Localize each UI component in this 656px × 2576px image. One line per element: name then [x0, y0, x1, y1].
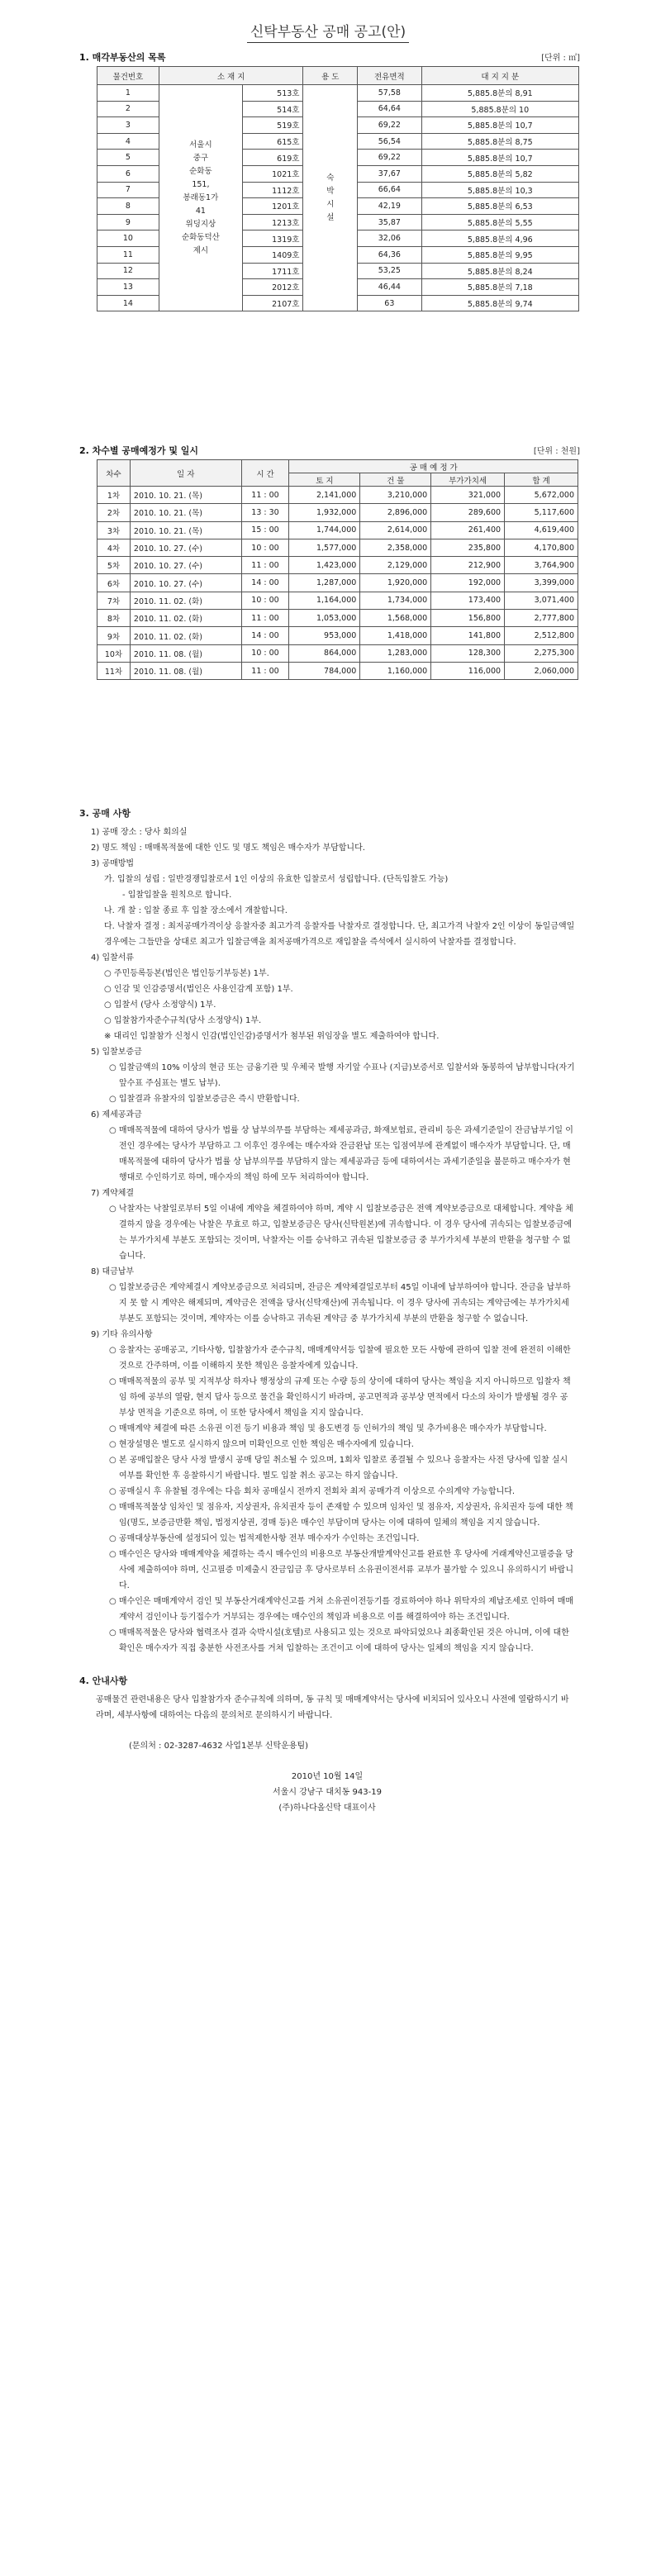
schedule-land: 2,141,000 [289, 487, 360, 504]
property-area: 56,54 [358, 133, 421, 150]
property-area: 57,58 [358, 85, 421, 102]
property-unit: 2012호 [242, 279, 303, 296]
schedule-date: 2010. 10. 21. (목) [130, 521, 241, 539]
schedule-date: 2010. 11. 08. (월) [130, 662, 241, 679]
schedule-bldg: 1,734,000 [360, 592, 431, 609]
s3-p2: 2) 명도 책임 : 매매목적물에 대한 인도 및 명도 책임은 매수자가 부담합니다. [91, 844, 365, 853]
page-title: 신탁부동산 공매 공고(안) [0, 20, 656, 40]
location-line: 위딩지상 [185, 219, 216, 229]
schedule-land: 1,577,000 [289, 539, 360, 556]
s3-p7a: ○ 낙찰자는 낙찰일로부터 5일 이내에 계약을 체결하여야 하며, 계약 시 입찰보증금은 전액 계약보증금으로 대체합니다. 계약을 체결하지 않을 경우에는 낙찰은 무효로 하고, 입찰보증금은 당사(신탁원본)에 귀속합니다. 이 경우 당사에 귀속되는 입찰보증금에는 부가가치세 부분도 포함되는 것이며, 낙찰자는 이를 승낙하고 귀속된 입찰보증금 중 부가가치세 부분의 반환을 청구할 수 없습니다. [109, 1205, 573, 1261]
property-table [97, 66, 579, 311]
property-usage [303, 85, 358, 311]
schedule-vat: 141,800 [431, 627, 505, 644]
schedule-date: 2010. 11. 08. (월) [130, 644, 241, 662]
location-line: 중구 [193, 153, 209, 163]
header-date: 일 자 [130, 460, 241, 487]
schedule-round: 7차 [97, 592, 131, 609]
property-share: 5,885.8분의 5,82 [421, 165, 578, 182]
property-share: 5,885.8분의 9,95 [421, 246, 578, 263]
schedule-date: 2010. 10. 27. (수) [130, 557, 241, 574]
schedule-date: 2010. 10. 27. (수) [130, 539, 241, 556]
property-unit: 619호 [242, 150, 303, 166]
usage-line: 숙 [326, 173, 335, 183]
schedule-row [97, 557, 578, 574]
schedule-time: 10 : 00 [241, 644, 289, 662]
s3-p3b: 나. 개 찰 : 입찰 종료 후 입찰 장소에서 개찰합니다. [104, 906, 288, 915]
schedule-row [97, 574, 578, 592]
schedule-date: 2010. 11. 02. (화) [130, 610, 241, 627]
schedule-row [97, 644, 578, 662]
usage-line: 시 [326, 199, 335, 209]
property-share: 5,885.8분의 10,3 [421, 182, 578, 198]
schedule-time: 10 : 00 [241, 592, 289, 609]
s3-p4: 4) 입찰서류 [91, 953, 135, 962]
schedule-land: 1,287,000 [289, 574, 360, 592]
s3-p3a2: - 입찰입찰을 원칙으로 합니다. [122, 891, 232, 900]
header-bldg: 건 물 [360, 473, 431, 487]
s3-p4c: ○ 입찰서 (당사 소정양식) 1부. [104, 1000, 216, 1010]
schedule-date: 2010. 11. 02. (화) [130, 627, 241, 644]
header-price: 공 매 예 정 가 [289, 460, 578, 473]
property-row [97, 85, 579, 102]
property-area: 32,06 [358, 231, 421, 247]
location-line: 순화동 [189, 166, 212, 176]
s4-p1: 공매물건 관련내용은 당사 입찰참가자 준수규칙에 의하며, 동 규칙 및 매매계약서는 당사에 비치되어 있사오니 사전에 열람하시기 바라며, 세부사항에 대하여는 다음의 문의처로 문의하시기 바랍니다. [96, 1695, 569, 1720]
property-unit: 1112호 [242, 182, 303, 198]
schedule-bldg: 2,129,000 [360, 557, 431, 574]
schedule-round: 5차 [97, 557, 131, 574]
s4-date: 2010년 10월 14일 [291, 1772, 364, 1781]
s3-p9g: ○ 매매목적물상 임차인 및 점유자, 지상권자, 유치권자 등이 존재할 수 있으며 임차인 및 점유자, 지상권자, 유치권자 등에 대한 책임(명도, 보증금반환 책임, 법정지상권, 경매 등)은 매수인 부담이며 당사는 이에 대하여 일체의 책임을 지지 않습니다. [109, 1503, 573, 1528]
property-no: 10 [97, 231, 159, 247]
schedule-total: 3,764,900 [505, 557, 578, 574]
s3-p3: 3) 공매방법 [91, 859, 135, 868]
header-vat: 부가가치세 [431, 473, 505, 487]
schedule-total: 4,619,400 [505, 521, 578, 539]
header-time: 시 간 [241, 460, 289, 487]
schedule-row [97, 504, 578, 521]
schedule-row [97, 521, 578, 539]
property-no: 9 [97, 214, 159, 231]
schedule-table [97, 459, 578, 680]
usage-line: 설 [326, 212, 335, 222]
header-location: 소 재 지 [159, 67, 303, 85]
schedule-round: 6차 [97, 574, 131, 592]
property-share: 5,885.8분의 10,7 [421, 150, 578, 166]
property-unit: 1021호 [242, 165, 303, 182]
property-no: 3 [97, 117, 159, 134]
s3-p9c: ○ 매매계약 체결에 따른 소유권 이전 등기 비용과 책임 및 용도변경 등 인허가의 책임 및 추가비용은 매수자가 부담합니다. [109, 1424, 547, 1433]
location-line: 순화동덕산 [181, 232, 220, 242]
schedule-total: 4,170,800 [505, 539, 578, 556]
schedule-round: 1차 [97, 487, 131, 504]
s3-p8: 8) 대금납부 [91, 1267, 135, 1276]
location-line: 봉래동1가 [183, 192, 219, 202]
section2-unit: [단위 : 천원] [533, 447, 580, 456]
property-unit: 615호 [242, 133, 303, 150]
property-area: 63 [358, 295, 421, 311]
s3-p1: 1) 공매 장소 : 당사 회의실 [91, 828, 188, 837]
property-unit: 519호 [242, 117, 303, 134]
property-no: 7 [97, 182, 159, 198]
property-no: 6 [97, 165, 159, 182]
s3-p4d: ○ 입찰참가자준수규칙(당사 소정양식) 1부. [104, 1016, 262, 1025]
property-no: 8 [97, 198, 159, 215]
usage-line: 박 [326, 186, 335, 196]
section4-heading: 4. 안내사항 [79, 1675, 128, 1686]
property-no: 14 [97, 295, 159, 311]
header-no: 물건번호 [97, 67, 159, 85]
schedule-date: 2010. 10. 21. (목) [130, 504, 241, 521]
schedule-land: 1,744,000 [289, 521, 360, 539]
property-share: 5,885.8분의 7,18 [421, 279, 578, 296]
s3-p9h: ○ 공매대상부동산에 설정되어 있는 법적제한사항 전부 매수자가 수인하는 조건입니다. [109, 1534, 420, 1543]
s4-company: (주)하나다올신탁 대표이사 [278, 1804, 376, 1813]
schedule-land: 864,000 [289, 644, 360, 662]
location-line: 제시 [193, 245, 209, 255]
schedule-row [97, 662, 578, 679]
property-area: 42,19 [358, 198, 421, 215]
schedule-total: 2,275,300 [505, 644, 578, 662]
schedule-time: 14 : 00 [241, 574, 289, 592]
schedule-bldg: 1,418,000 [360, 627, 431, 644]
schedule-vat: 192,000 [431, 574, 505, 592]
schedule-vat: 321,000 [431, 487, 505, 504]
property-unit: 1711호 [242, 263, 303, 279]
property-no: 4 [97, 133, 159, 150]
schedule-round: 11차 [97, 662, 131, 679]
schedule-round: 10차 [97, 644, 131, 662]
s3-p9: 9) 기타 유의사항 [91, 1330, 153, 1339]
location-line: 151, [192, 179, 210, 189]
schedule-bldg: 2,896,000 [360, 504, 431, 521]
schedule-vat: 173,400 [431, 592, 505, 609]
schedule-time: 11 : 00 [241, 557, 289, 574]
property-share: 5,885.8분의 8,24 [421, 263, 578, 279]
schedule-bldg: 1,160,000 [360, 662, 431, 679]
header-total: 합 계 [505, 473, 578, 487]
schedule-land: 1,932,000 [289, 504, 360, 521]
header-area: 전유면적 [358, 67, 421, 85]
section3-heading: 3. 공매 사항 [79, 808, 131, 819]
schedule-row [97, 627, 578, 644]
schedule-land: 1,053,000 [289, 610, 360, 627]
property-no: 1 [97, 85, 159, 102]
schedule-date: 2010. 10. 27. (수) [130, 574, 241, 592]
schedule-time: 11 : 00 [241, 662, 289, 679]
schedule-time: 15 : 00 [241, 521, 289, 539]
schedule-land: 953,000 [289, 627, 360, 644]
schedule-time: 11 : 00 [241, 610, 289, 627]
s3-p8a: ○ 입찰보증금은 계약체결시 계약보증금으로 처리되며, 잔금은 계약체결일로부터 45일 이내에 납부하여야 합니다. 잔금을 납부하지 못 할 시 계약은 해제되며, 계약금은 전액을 당사(신탁재산)에 귀속됩니다. 이 경우 당사에 귀속되는 계약금에는 부가가치세 부분도 포함되는 것이며, 계약자는 이를 승낙하고 귀속된 계약금 중 부가가치세 부분의 반환을 청구할 수 없습니다. [109, 1283, 571, 1324]
property-area: 69,22 [358, 117, 421, 134]
schedule-row [97, 592, 578, 609]
schedule-row [97, 539, 578, 556]
schedule-date: 2010. 11. 02. (화) [130, 592, 241, 609]
s3-p5: 5) 입찰보증금 [91, 1048, 142, 1057]
schedule-total: 2,777,800 [505, 610, 578, 627]
schedule-vat: 261,400 [431, 521, 505, 539]
schedule-bldg: 2,358,000 [360, 539, 431, 556]
schedule-vat: 235,800 [431, 539, 505, 556]
schedule-total: 3,399,000 [505, 574, 578, 592]
schedule-date: 2010. 10. 21. (목) [130, 487, 241, 504]
property-area: 69,22 [358, 150, 421, 166]
schedule-bldg: 1,920,000 [360, 574, 431, 592]
property-unit: 513호 [242, 85, 303, 102]
s3-p3c: 다. 낙찰자 결정 : 최저공매가격이상 응찰자중 최고가격 응찰자를 낙찰자로 결정합니다. 단, 최고가격 낙찰자 2인 이상이 동일금액일 경우에는 그들만을 상대로 최고가 입찰금액을 최저공매가격으로 재입찰을 즉석에서 실시하여 낙찰자를 결정합니다. [104, 922, 575, 947]
section1-heading: 1. 매각부동산의 목록 [79, 52, 166, 63]
location-line: 41 [195, 206, 206, 216]
s3-p9i: ○ 매수인은 당사와 매매계약을 체결하는 즉시 매수인의 비용으로 부동산개발계약신고를 완료한 후 당사에 거래계약신고필증을 당사에 제출하여야 하며, 신고필증 미제출시 잔금입금 후 당사로부터 소유권이전서류 교부가 불가할 수 있으니 유의하시기 바랍니다. [109, 1550, 574, 1590]
notice-body [79, 806, 575, 1816]
s3-p5b: ○ 입찰결과 유찰자의 입찰보증금은 즉시 반환합니다. [109, 1095, 300, 1104]
s3-p9e: ○ 본 공매입찰은 당사 사정 발생시 공매 당일 취소될 수 있으며, 1회차 입찰로 종결될 수 있으나 응찰자는 사전 당사에 입찰 실시 여부를 확인한 후 응찰하시기 바랍니다. 별도 입찰 취소 공고는 하지 않습니다. [109, 1456, 568, 1480]
s3-p6: 6) 제세공과금 [91, 1110, 142, 1119]
schedule-bldg: 2,614,000 [360, 521, 431, 539]
s4-address: 서울시 강남구 대치동 943-19 [273, 1788, 382, 1797]
property-area: 64,64 [358, 101, 421, 117]
s3-p4b: ○ 인감 및 인감증명서(법인은 사용인감계 포함) 1부. [104, 985, 293, 994]
property-share: 5,885.8분의 10 [421, 101, 578, 117]
property-area: 37,67 [358, 165, 421, 182]
s3-p4e: ※ 대리인 입찰참가 신청시 인감(법인인감)증명서가 첨부된 위임장을 별도 제출하여야 합니다. [104, 1032, 440, 1041]
property-area: 66,64 [358, 182, 421, 198]
property-unit: 1319호 [242, 231, 303, 247]
header-land: 토 지 [289, 473, 360, 487]
section1-unit: [단위 : ㎡] [541, 54, 580, 63]
schedule-round: 9차 [97, 627, 131, 644]
s3-p7: 7) 계약체결 [91, 1189, 135, 1198]
property-area: 46,44 [358, 279, 421, 296]
schedule-total: 3,071,400 [505, 592, 578, 609]
schedule-bldg: 3,210,000 [360, 487, 431, 504]
location-line: 서울시 [189, 140, 212, 150]
property-share: 5,885.8분의 8,91 [421, 85, 578, 102]
property-share: 5,885.8분의 9,74 [421, 295, 578, 311]
header-share: 대 지 지 분 [421, 67, 578, 85]
s3-p9k: ○ 매매목적물은 당사와 협력조사 결과 숙박시설(호텔)로 사용되고 있는 것으로 파악되었으나 최종확인된 것은 아니며, 이에 대한 확인은 매수자가 직접 충분한 사전조사를 거쳐 입찰하는 조건이고 이에 대하여 당사는 일체의 책임을 지지 않습니다. [109, 1628, 569, 1653]
schedule-bldg: 1,283,000 [360, 644, 431, 662]
s3-p5a: ○ 입찰금액의 10% 이상의 현금 또는 금융기관 및 우체국 발행 자기앞 수표나 (지급)보증서로 입찰서와 동봉하여 납부합니다(자기앞수표 주심표는 별도 납부). [109, 1063, 575, 1088]
property-no: 5 [97, 150, 159, 166]
s3-p3a: 가. 입찰의 성립 : 일반경쟁입찰로서 1인 이상의 유효한 입찰로서 성립합니다. (단독입찰도 가능) [104, 875, 449, 884]
s3-p4a: ○ 주민등록등본(법인은 법인등기부등본) 1부. [104, 969, 269, 978]
s3-p9d: ○ 현장설명은 별도로 실시하지 않으며 미확인으로 인한 책임은 매수자에게 있습니다. [109, 1440, 414, 1449]
property-share: 5,885.8분의 6,53 [421, 198, 578, 215]
property-no: 12 [97, 263, 159, 279]
section2-heading: 2. 차수별 공매예정가 및 일시 [79, 445, 199, 456]
s3-p9b: ○ 매매목적물의 공부 및 지적부상 하자나 행정상의 규제 또는 수량 등의 상이에 대하여 당사는 책임을 지지 아니하므로 입찰자 책임 하에 공부의 열람, 현지 답사 등으로 물건을 확인하시기 바라며, 공고면적과 공부상 면적에서 다소의 차이가 발생될 경우 공부상 면적을 기준으로 하며, 이 또한 당사에서 책임을 지지 않습니다. [109, 1377, 571, 1418]
schedule-time: 14 : 00 [241, 627, 289, 644]
property-no: 13 [97, 279, 159, 296]
property-share: 5,885.8분의 4,96 [421, 231, 578, 247]
schedule-round: 4차 [97, 539, 131, 556]
schedule-land: 1,164,000 [289, 592, 360, 609]
schedule-total: 5,672,000 [505, 487, 578, 504]
property-area: 53,25 [358, 263, 421, 279]
property-unit: 1213호 [242, 214, 303, 231]
schedule-vat: 289,600 [431, 504, 505, 521]
schedule-round: 8차 [97, 610, 131, 627]
s4-contact: (문의처 : 02-3287-4632 사업1본부 신탁운용팀) [129, 1742, 309, 1751]
schedule-round: 2차 [97, 504, 131, 521]
property-unit: 514호 [242, 101, 303, 117]
schedule-vat: 128,300 [431, 644, 505, 662]
header-round: 차수 [97, 460, 131, 487]
property-table-header [97, 67, 579, 85]
schedule-round: 3차 [97, 521, 131, 539]
property-share: 5,885.8분의 10,7 [421, 117, 578, 134]
s3-p9a: ○ 응찰자는 공매공고, 기타사항, 입찰참가자 준수규칙, 매매계약서등 입찰에 필요한 모든 사항에 관하여 입찰 전에 완전히 이해한 것으로 간주하며, 이를 이해하지 못한 책임은 응찰자에게 있습니다. [109, 1346, 571, 1371]
property-unit: 2107호 [242, 295, 303, 311]
schedule-row [97, 610, 578, 627]
s3-p6a: ○ 매매목적물에 대하여 당사가 법률 상 납부의무를 부담하는 제세공과금, 화재보험료, 관리비 등은 과세기준일이 잔금납부기일 이전인 경우에는 당사가 부담하고 그 이후인 경우에는 매수자와 잔금완납 또는 입점여부에 관계없이 매수자가 부담합니다. 단, 매매목적물에 대하여 당사가 법률 상 납부의무를 부담하지 않는 제세공과금 등에 대하여서는 과세기준일을 불문하고 매수자가 현행대로 수인하기로 하며, 매수자의 책임 하에 모두 처리하여야 합니다. [109, 1126, 573, 1182]
schedule-time: 13 : 30 [241, 504, 289, 521]
schedule-time: 11 : 00 [241, 487, 289, 504]
schedule-header-row1 [97, 460, 578, 473]
property-no: 2 [97, 101, 159, 117]
property-share: 5,885.8분의 8,75 [421, 133, 578, 150]
schedule-vat: 156,800 [431, 610, 505, 627]
s3-p9j: ○ 매수인은 매매계약서 검인 및 부동산거래계약신고를 거쳐 소유권이전등기를 경료하여야 하나 위탁자의 제납조세로 인하여 매매계약서 검인이나 등기접수가 거부되는 경우에는 매수인의 책임과 비용으로 이를 해결하여야 하는 조건입니다. [109, 1597, 574, 1622]
property-area: 35,87 [358, 214, 421, 231]
property-area: 64,36 [358, 246, 421, 263]
property-share: 5,885.8분의 5,55 [421, 214, 578, 231]
s3-p9f: ○ 공매실시 후 유찰될 경우에는 다음 회차 공매실시 전까지 전회차 최저 공매가격 이상으로 수의계약 가능합니다. [109, 1487, 516, 1496]
header-usage: 용 도 [303, 67, 358, 85]
property-unit: 1409호 [242, 246, 303, 263]
property-unit: 1201호 [242, 198, 303, 215]
schedule-total: 2,060,000 [505, 662, 578, 679]
schedule-row [97, 487, 578, 504]
schedule-total: 2,512,800 [505, 627, 578, 644]
property-no: 11 [97, 246, 159, 263]
schedule-vat: 212,900 [431, 557, 505, 574]
schedule-land: 1,423,000 [289, 557, 360, 574]
schedule-vat: 116,000 [431, 662, 505, 679]
property-location [159, 85, 242, 311]
schedule-time: 10 : 00 [241, 539, 289, 556]
schedule-total: 5,117,600 [505, 504, 578, 521]
schedule-land: 784,000 [289, 662, 360, 679]
schedule-bldg: 1,568,000 [360, 610, 431, 627]
